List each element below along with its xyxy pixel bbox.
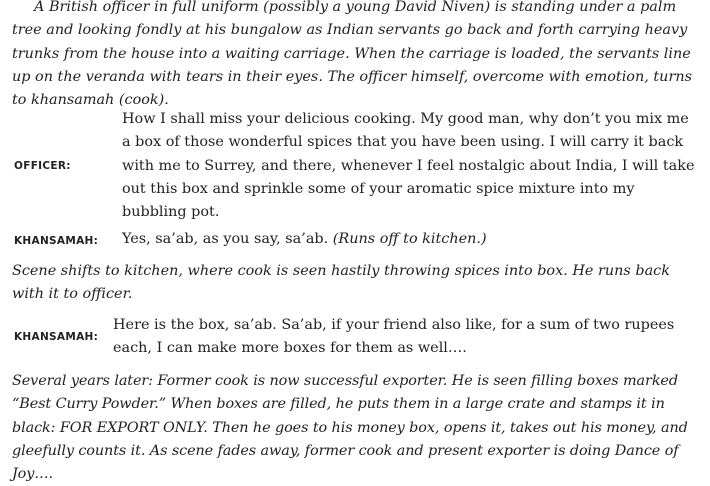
closing-paragraph: Several years later: Former cook is now successful exporter. He is seen filling boxes marked “Best Curry Powder.” When boxes are filled, he puts them in a large crate and stamps it in black: FOR EXPORT ONLY. Then he goes to his money box, opens it, takes out his money, and gleefully counts it. As scene fades away, former cook and present exporter is doing Dance of Joy…. — [12, 373, 688, 483]
speaker-label-khansamah-2: KHANSAMAH: — [14, 331, 99, 343]
khansamah-offer-speech: Here is the box, sa’ab. Sa’ab, if your friend also like, for a sum of two rupees each, I can make more boxes for them as well…. — [113, 317, 675, 357]
speaker-label-officer: OFFICER: — [14, 160, 71, 172]
speaker-label-khansamah: KHANSAMAH: — [14, 235, 99, 247]
stage-direction: (Runs off to kitchen.) — [332, 231, 487, 247]
khansamah-reply-text: Yes, sa’ab, as you say, sa’ab. — [122, 231, 329, 247]
officer-speech: How I shall miss your delicious cooking. My good man, why don’t you mix me a box of those wonderful spices that you have been using. I will carry it back with me to Surrey, and there, whenever I feel nostalgic about India, I will take out this box and sprinkle some of your aromatic spice mixture into my bubbling pot. — [122, 111, 695, 221]
intro-paragraph: A British officer in full uniform (possibly a young David Niven) is standing under a palm tree and looking fondly at his bungalow as Indian servants go back and forth carrying heavy trunks from the house into a waiting carriage. When the carriage is loaded, the servants line up on the veranda with tears in their eyes. The officer himself, overcome with emotion, turns to khansamah (cook). — [12, 0, 692, 109]
scene-shift-paragraph: Scene shifts to kitchen, where cook is seen hastily throwing spices into box. He runs back with it to officer. — [12, 263, 670, 303]
khansamah-reply — [122, 228, 696, 251]
